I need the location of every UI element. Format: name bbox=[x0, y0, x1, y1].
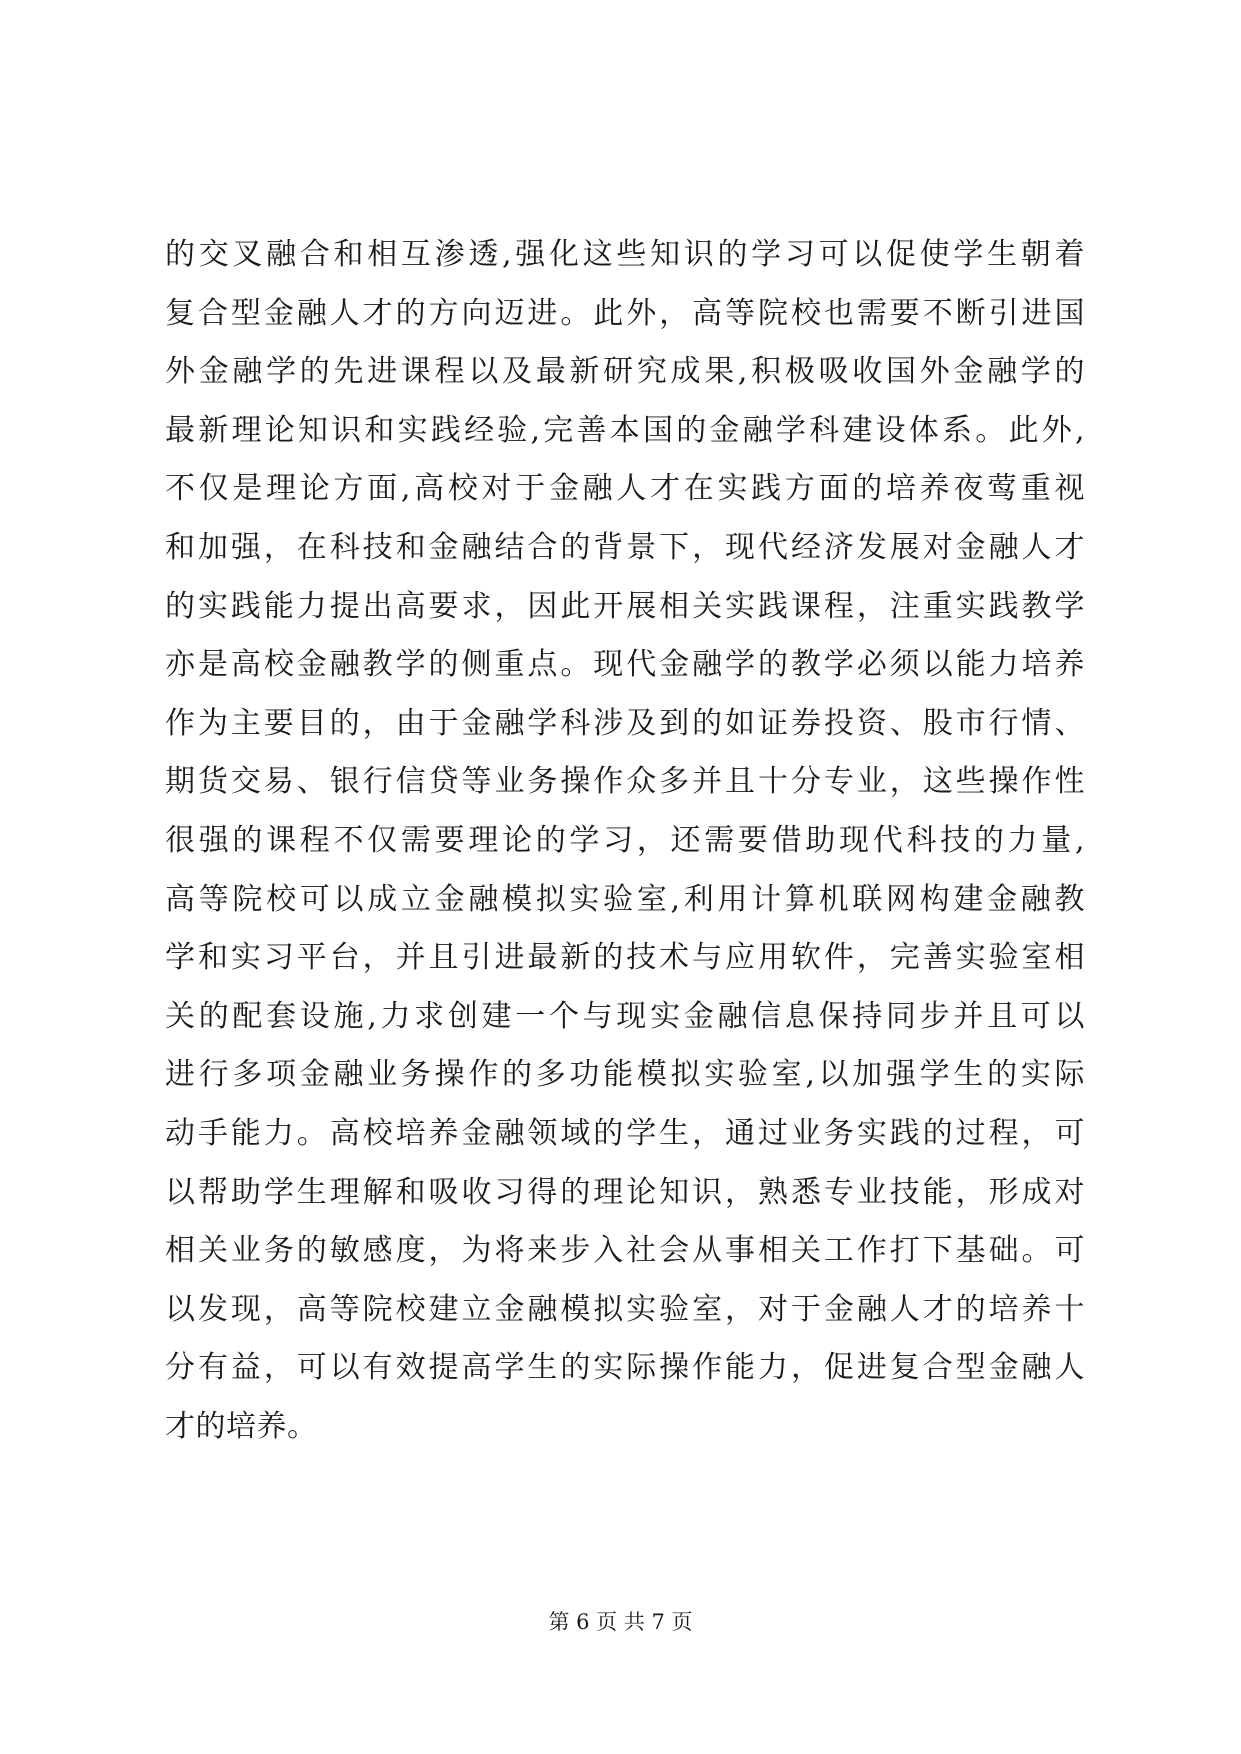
text-line: 的实践能力提出高要求，因此开展相关实践课程，注重实践教学 bbox=[165, 588, 1085, 624]
text-line: 的交叉融合和相互渗透,强化这些知识的学习可以促使学生朝着 bbox=[165, 237, 1085, 272]
text-line: 相关业务的敏感度，为将来步入社会从事相关工作打下基础。可 bbox=[165, 1233, 1085, 1269]
text-line: 外金融学的先进课程以及最新研究成果,积极吸收国外金融学的 bbox=[165, 354, 1085, 390]
text-line: 期货交易、银行信贷等业务操作众多并且十分专业，这些操作性 bbox=[165, 764, 1085, 800]
text-line: 高等院校可以成立金融模拟实验室,利用计算机联网构建金融教 bbox=[165, 881, 1085, 917]
page-footer: 第 6 页 共 7 页 bbox=[548, 1610, 693, 1634]
body-paragraph bbox=[165, 226, 1085, 1456]
text-line: 亦是高校金融教学的侧重点。现代金融学的教学必须以能力培养 bbox=[165, 647, 1085, 683]
text-line: 复合型金融人才的方向迈进。此外，高等院校也需要不断引进国 bbox=[165, 295, 1085, 331]
text-line: 分有益，可以有效提高学生的实际操作能力，促进复合型金融人 bbox=[165, 1350, 1085, 1386]
text-line: 以发现，高等院校建立金融模拟实验室，对于金融人才的培养十 bbox=[165, 1291, 1085, 1327]
text-line: 关的配套设施,力求创建一个与现实金融信息保持同步并且可以 bbox=[165, 998, 1085, 1034]
text-line: 很强的课程不仅需要理论的学习，还需要借助现代科技的力量, bbox=[165, 822, 1085, 858]
text-line: 才的培养。 bbox=[165, 1408, 318, 1444]
text-line: 作为主要目的，由于金融学科涉及到的如证券投资、股市行情、 bbox=[165, 705, 1085, 741]
text-line: 以帮助学生理解和吸收习得的理论知识，熟悉专业技能，形成对 bbox=[165, 1174, 1085, 1210]
text-line: 学和实习平台，并且引进最新的技术与应用软件，完善实验室相 bbox=[165, 940, 1085, 976]
text-line: 最新理论知识和实践经验,完善本国的金融学科建设体系。此外, bbox=[165, 412, 1085, 448]
text-line: 进行多项金融业务操作的多功能模拟实验室,以加强学生的实际 bbox=[165, 1057, 1085, 1093]
text-line: 不仅是理论方面,高校对于金融人才在实践方面的培养夜莺重视 bbox=[165, 471, 1085, 507]
text-line: 动手能力。高校培养金融领域的学生，通过业务实践的过程，可 bbox=[165, 1115, 1085, 1151]
text-line: 和加强，在科技和金融结合的背景下，现代经济发展对金融人才 bbox=[165, 529, 1085, 565]
